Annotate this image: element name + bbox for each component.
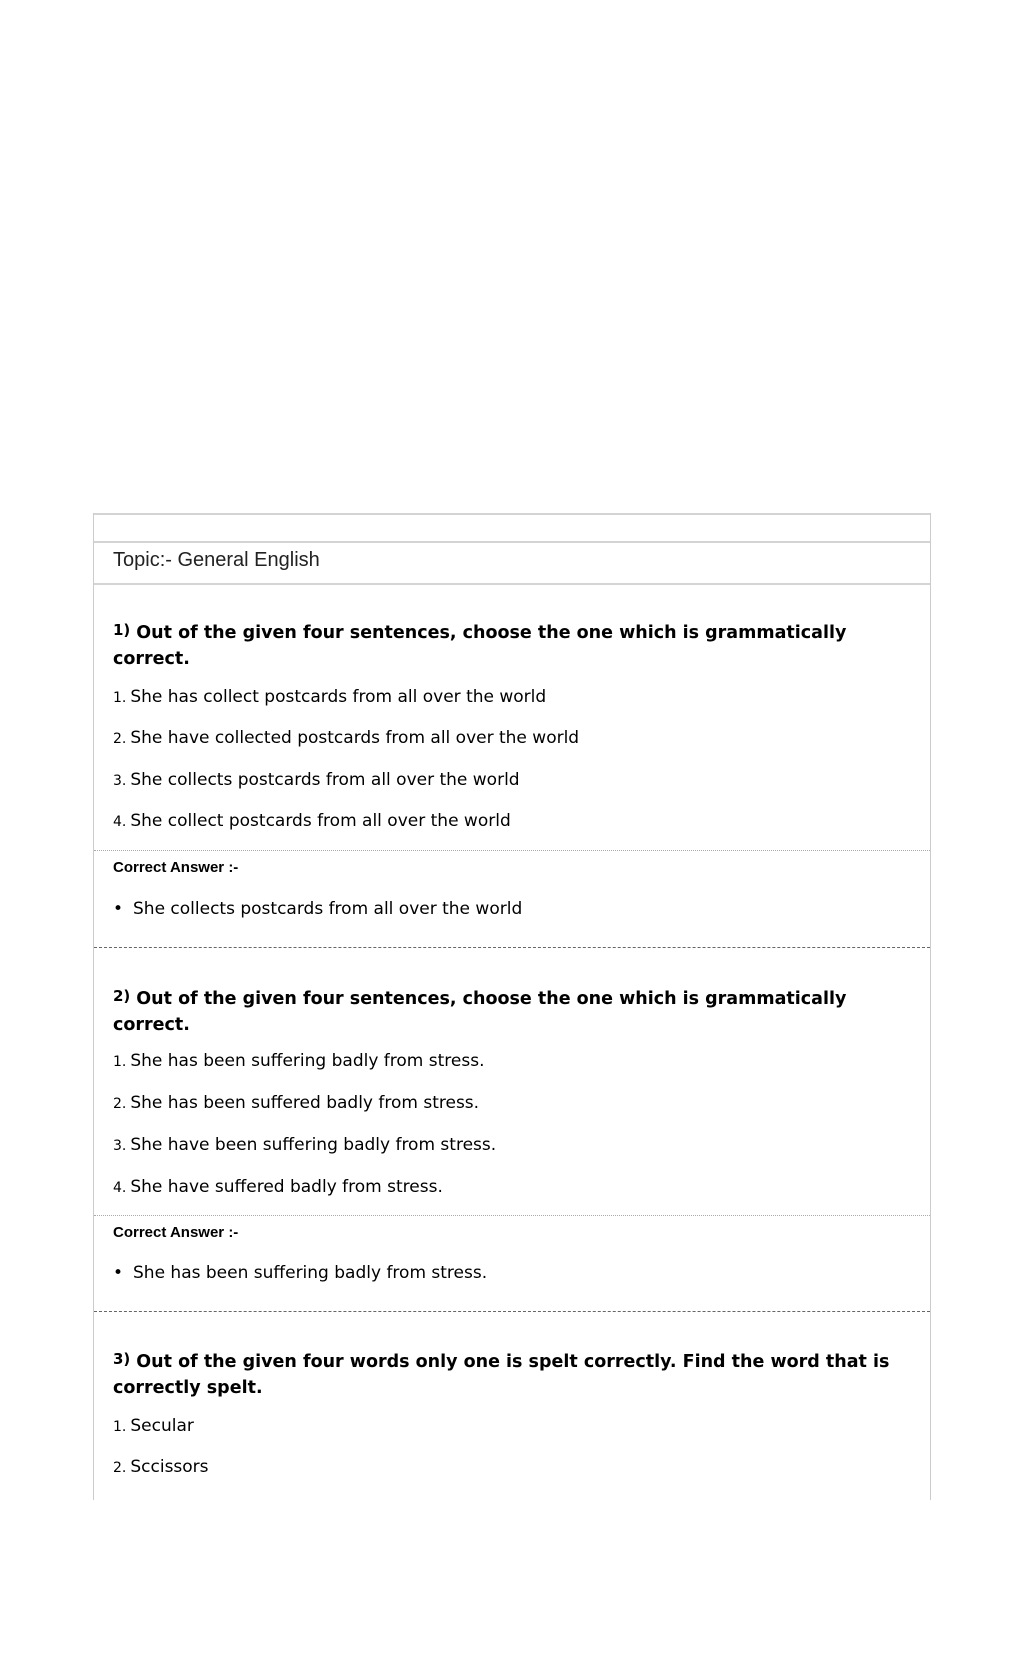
correct-answer: • She collects postcards from all over the world xyxy=(113,899,523,919)
question-2 xyxy=(113,983,913,1038)
divider xyxy=(94,850,930,851)
option: 3. She have been suffering badly from stress. xyxy=(113,1135,497,1155)
question-text: Out of the given four sentences, choose the one which is grammatically correct. xyxy=(113,623,847,669)
option: 4. She have suffered badly from stress. xyxy=(113,1177,443,1197)
divider xyxy=(94,513,930,515)
question-separator xyxy=(94,947,930,948)
question-number: 3) xyxy=(113,1350,131,1368)
question-1 xyxy=(113,617,913,672)
option: 1. She has collect postcards from all over the world xyxy=(113,687,547,707)
question-3 xyxy=(113,1346,913,1401)
divider xyxy=(94,583,930,585)
correct-answer-label: Correct Answer :- xyxy=(113,1224,239,1241)
question-separator xyxy=(94,1311,930,1312)
option: 3. She collects postcards from all over the world xyxy=(113,770,520,790)
divider xyxy=(94,541,930,543)
option: 2. She have collected postcards from all over the world xyxy=(113,728,580,748)
divider xyxy=(94,1215,930,1216)
topic-heading: Topic:- General English xyxy=(113,549,320,571)
correct-answer-label: Correct Answer :- xyxy=(113,859,239,876)
question-text: Out of the given four words only one is spelt correctly. Find the word that is correctly spelt. xyxy=(113,1352,890,1398)
option: 1. She has been suffering badly from stress. xyxy=(113,1051,485,1071)
option: 2. Sccissors xyxy=(113,1457,209,1477)
question-text: Out of the given four sentences, choose the one which is grammatically correct. xyxy=(113,989,847,1035)
question-paper xyxy=(93,513,931,1500)
option: 1. Secular xyxy=(113,1416,194,1436)
question-number: 2) xyxy=(113,987,131,1005)
question-number: 1) xyxy=(113,621,131,639)
option: 4. She collect postcards from all over the world xyxy=(113,811,511,831)
option: 2. She has been suffered badly from stress. xyxy=(113,1093,480,1113)
correct-answer: • She has been suffering badly from stress. xyxy=(113,1263,488,1283)
